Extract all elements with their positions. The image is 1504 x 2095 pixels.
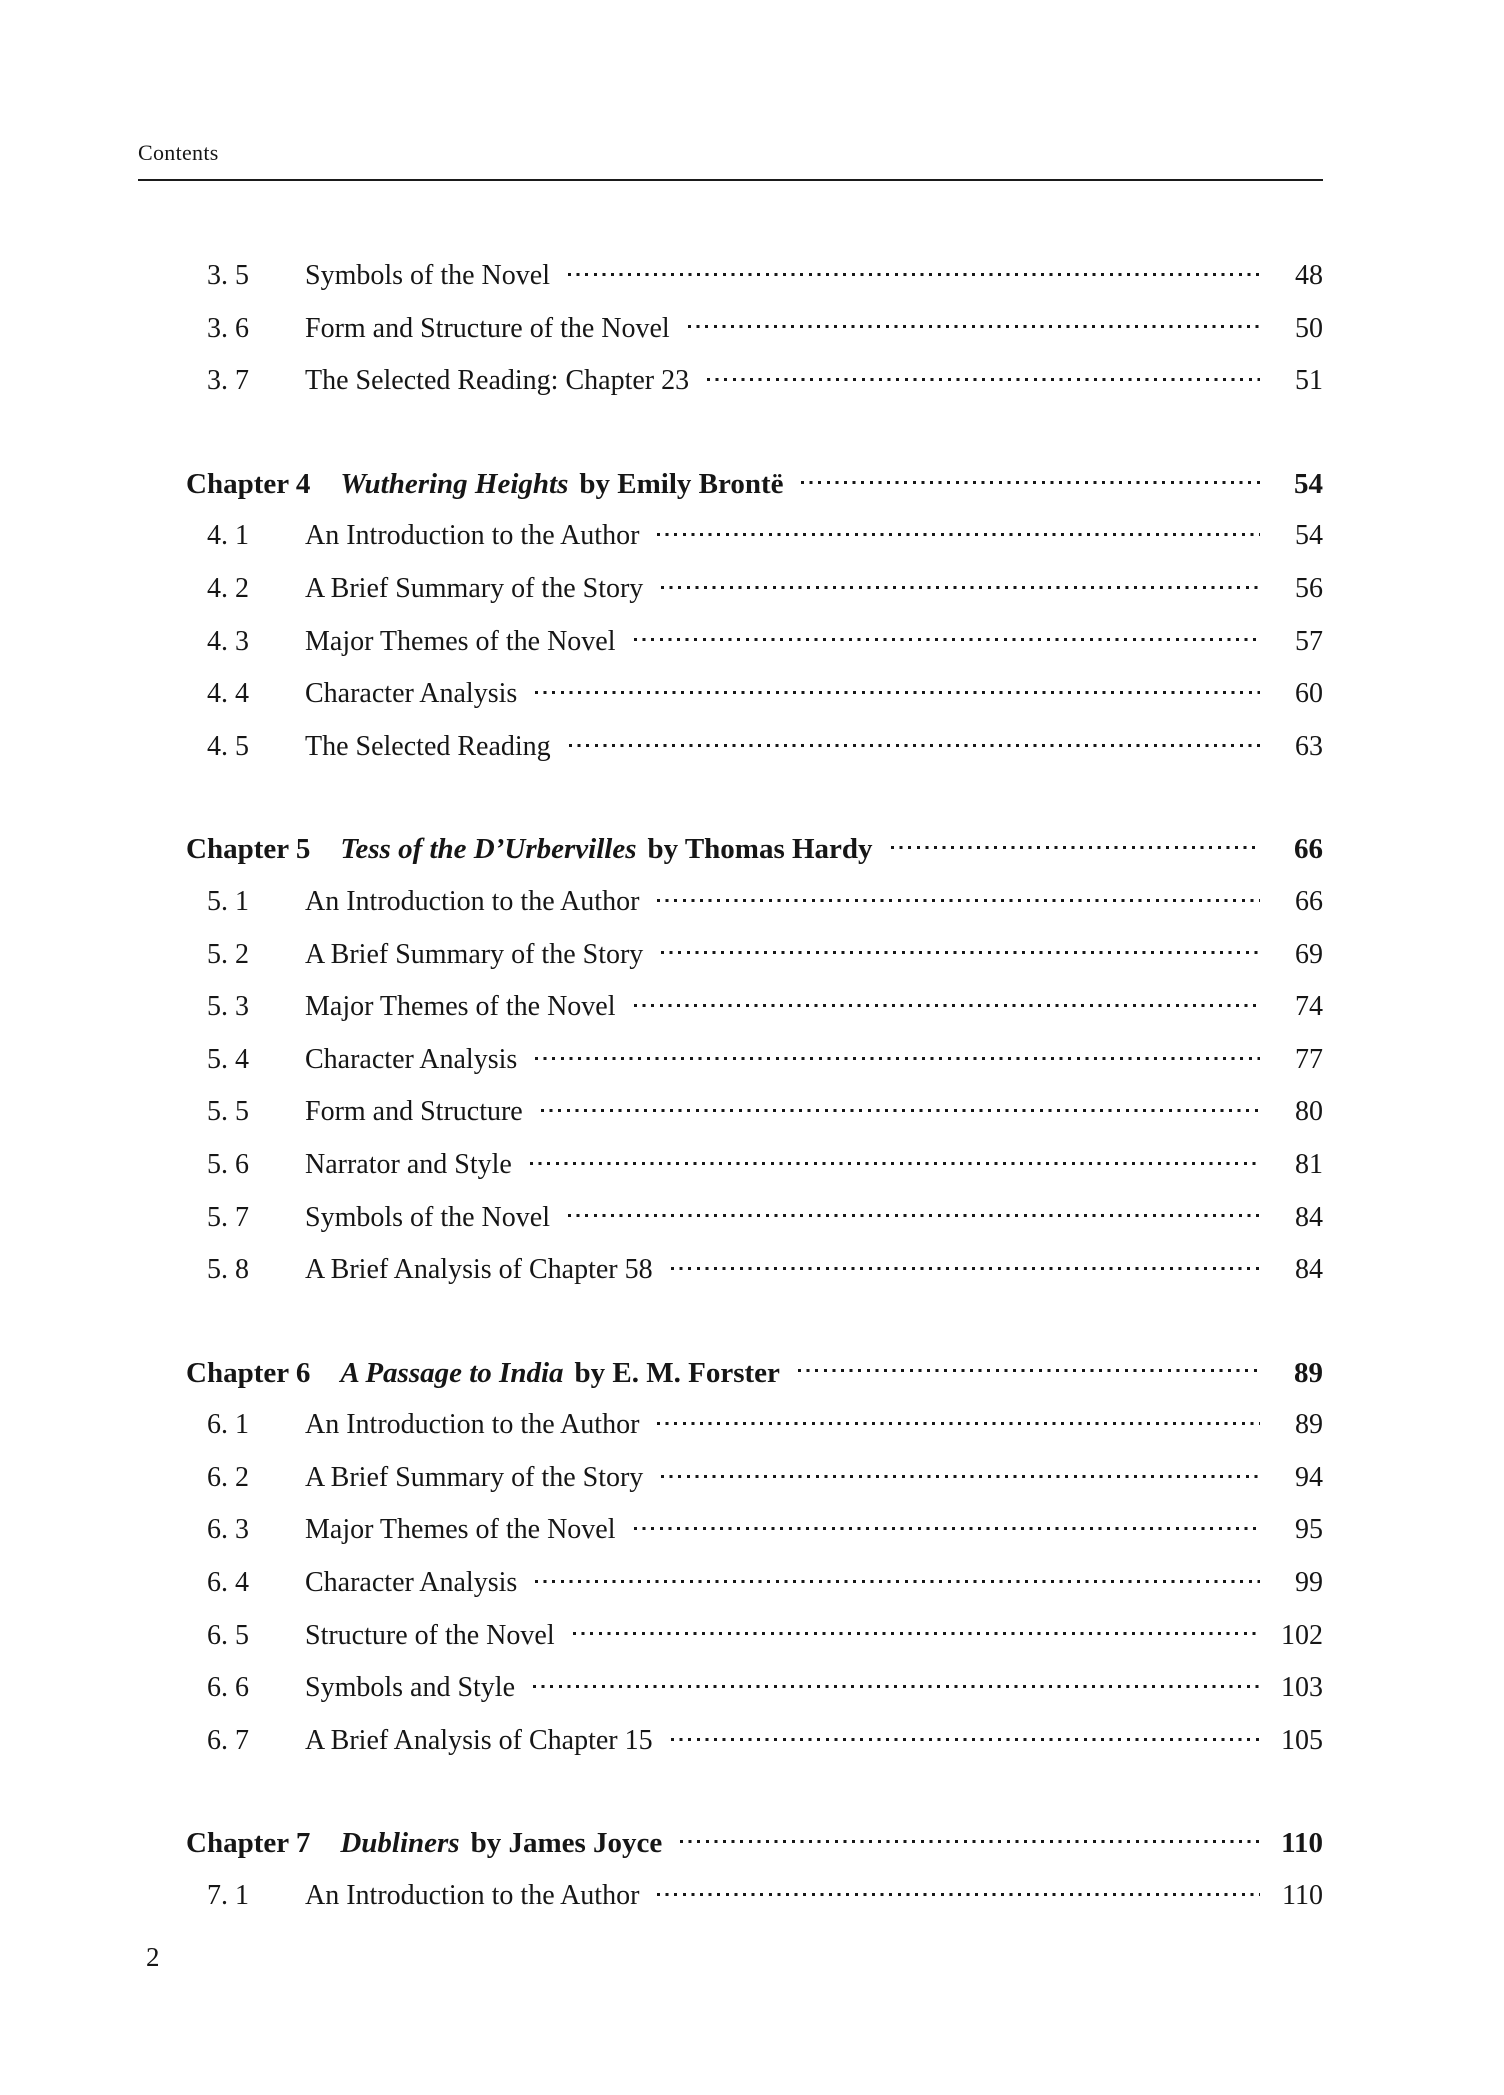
chapter-book-title: Wuthering Heights — [340, 467, 569, 500]
page-number: 48 — [1295, 260, 1323, 291]
page-number: 81 — [1295, 1148, 1323, 1180]
section-title: Major Themes of the Novel — [305, 1514, 616, 1546]
dot-leader — [661, 1475, 1260, 1478]
dot-leader — [798, 1369, 1260, 1372]
section-title: The Selected Reading — [305, 730, 551, 762]
page-number: 54 — [1294, 467, 1323, 500]
page-number: 66 — [1295, 885, 1323, 917]
dot-leader — [891, 846, 1260, 849]
section-title: A Brief Analysis of Chapter 58 — [305, 1254, 653, 1286]
dot-leader — [661, 586, 1260, 589]
dot-leader — [657, 1422, 1260, 1425]
dot-leader — [530, 1162, 1260, 1165]
toc-row — [138, 1557, 1323, 1610]
section-number: 4. 4 — [207, 678, 249, 710]
toc-row — [138, 510, 1323, 563]
section-number: 3. 7 — [207, 365, 249, 397]
page-number: 80 — [1295, 1096, 1323, 1128]
dot-leader — [671, 1738, 1260, 1741]
toc-row — [138, 1870, 1323, 1923]
toc-row — [138, 1452, 1323, 1505]
toc-row — [138, 981, 1323, 1034]
section-title: Symbols of the Novel — [305, 1201, 550, 1233]
chapter-book-title: A Passage to India — [340, 1356, 564, 1389]
section-title: A Brief Summary of the Story — [305, 1461, 644, 1493]
chapter-byline: by Thomas Hardy — [647, 833, 873, 866]
section-title: Symbols and Style — [305, 1672, 516, 1704]
page-number: 103 — [1281, 1672, 1323, 1704]
chapter-label: Chapter 4 — [186, 467, 311, 500]
section-title: Character Analysis — [305, 1567, 518, 1599]
section-title: Symbols of the Novel — [305, 260, 550, 291]
page-number: 74 — [1295, 991, 1323, 1023]
chapter-row — [138, 1817, 1323, 1870]
page-number: 57 — [1295, 625, 1323, 657]
page-number: 89 — [1294, 1356, 1323, 1389]
section-number: 5. 5 — [207, 1096, 249, 1128]
section-title: Form and Structure of the Novel — [305, 312, 670, 344]
section-number: 4. 3 — [207, 625, 249, 657]
section-title: The Selected Reading: Chapter 23 — [305, 365, 690, 397]
toc-row — [138, 721, 1323, 774]
section-title: Major Themes of the Novel — [305, 991, 616, 1023]
chapter-label: Chapter 7 — [186, 1827, 311, 1860]
page-number: 84 — [1295, 1201, 1323, 1233]
section-number: 5. 6 — [207, 1148, 249, 1180]
chapter-label: Chapter 6 — [186, 1356, 311, 1389]
page-number: 51 — [1295, 365, 1323, 397]
page-number: 110 — [1282, 1880, 1323, 1912]
section-title: Form and Structure — [305, 1096, 523, 1128]
page-number: 95 — [1295, 1514, 1323, 1546]
toc-row — [138, 303, 1323, 356]
page-number: 110 — [1281, 1827, 1323, 1860]
dot-leader — [680, 1840, 1260, 1843]
page-number: 105 — [1281, 1724, 1323, 1756]
section-title: A Brief Summary of the Story — [305, 938, 644, 970]
section-number: 5. 7 — [207, 1201, 249, 1233]
section-number: 4. 2 — [207, 572, 249, 604]
toc-row — [138, 1504, 1323, 1557]
toc-row — [138, 1244, 1323, 1297]
page-number: 50 — [1295, 312, 1323, 344]
chapter-label: Chapter 5 — [186, 833, 311, 866]
dot-leader — [541, 1109, 1260, 1112]
section-title: An Introduction to the Author — [305, 520, 640, 552]
toc-row — [138, 668, 1323, 721]
chapter-book-title: Tess of the D’Urbervilles — [340, 833, 637, 866]
section-title: An Introduction to the Author — [305, 1409, 640, 1441]
dot-leader — [535, 1580, 1260, 1583]
toc-row — [138, 1086, 1323, 1139]
chapter-byline: by James Joyce — [470, 1827, 663, 1860]
toc-row — [138, 876, 1323, 929]
toc-row — [138, 929, 1323, 982]
dot-leader — [573, 1632, 1260, 1635]
page-number: 94 — [1295, 1461, 1323, 1493]
chapter-byline: by E. M. Forster — [574, 1356, 780, 1389]
header-rule — [138, 179, 1323, 181]
toc-row — [138, 616, 1323, 669]
chapter-row — [138, 1347, 1323, 1400]
dot-leader — [661, 951, 1260, 954]
section-title: Structure of the Novel — [305, 1619, 555, 1651]
section-title: A Brief Analysis of Chapter 15 — [305, 1724, 653, 1756]
folio-page-number: 2 — [146, 1942, 160, 1972]
section-number: 3. 6 — [207, 312, 249, 344]
section-title: Narrator and Style — [305, 1148, 512, 1180]
dot-leader — [657, 1893, 1260, 1896]
section-number: 7. 1 — [207, 1880, 249, 1912]
dot-leader — [568, 1214, 1260, 1217]
toc-list — [138, 250, 1323, 1923]
toc-row — [138, 1034, 1323, 1087]
page-number: 99 — [1295, 1567, 1323, 1599]
toc-row — [138, 1662, 1323, 1715]
section-number: 6. 6 — [207, 1672, 249, 1704]
page-number: 66 — [1294, 833, 1323, 866]
page-number: 84 — [1295, 1254, 1323, 1286]
toc-row — [138, 250, 1323, 303]
dot-leader — [671, 1267, 1260, 1270]
section-number: 5. 8 — [207, 1254, 249, 1286]
dot-leader — [535, 691, 1260, 694]
section-title: A Brief Summary of the Story — [305, 572, 644, 604]
toc-row — [138, 355, 1323, 408]
chapter-book-title: Dubliners — [340, 1827, 460, 1860]
dot-leader — [533, 1685, 1260, 1688]
dot-leader — [707, 378, 1260, 381]
section-number: 6. 2 — [207, 1461, 249, 1493]
section-title: Major Themes of the Novel — [305, 625, 616, 657]
dot-leader — [657, 533, 1260, 536]
section-number: 5. 4 — [207, 1043, 249, 1075]
page-number: 63 — [1295, 730, 1323, 762]
dot-leader — [634, 638, 1260, 641]
toc-row — [138, 1399, 1323, 1452]
dot-leader — [634, 1004, 1260, 1007]
toc-row — [138, 1139, 1323, 1192]
section-number: 6. 4 — [207, 1567, 249, 1599]
dot-leader — [634, 1527, 1260, 1530]
toc-row — [138, 563, 1323, 616]
page-number: 54 — [1295, 520, 1323, 552]
section-number: 3. 5 — [207, 260, 249, 291]
section-number: 5. 1 — [207, 885, 249, 917]
section-number: 4. 1 — [207, 520, 249, 552]
section-title: An Introduction to the Author — [305, 885, 640, 917]
dot-leader — [569, 744, 1260, 747]
page-number: 77 — [1295, 1043, 1323, 1075]
section-number: 6. 3 — [207, 1514, 249, 1546]
page-number: 69 — [1295, 938, 1323, 970]
dot-leader — [688, 325, 1260, 328]
chapter-row — [138, 823, 1323, 876]
page-number: 89 — [1295, 1409, 1323, 1441]
section-title: An Introduction to the Author — [305, 1880, 640, 1912]
page-number: 56 — [1295, 572, 1323, 604]
page-number: 60 — [1295, 678, 1323, 710]
section-number: 6. 7 — [207, 1724, 249, 1756]
dot-leader — [801, 481, 1260, 484]
chapter-row — [138, 458, 1323, 511]
toc-row — [138, 1715, 1323, 1768]
section-title: Character Analysis — [305, 1043, 518, 1075]
section-title: Character Analysis — [305, 678, 518, 710]
section-number: 6. 5 — [207, 1619, 249, 1651]
section-number: 6. 1 — [207, 1409, 249, 1441]
chapter-byline: by Emily Brontë — [579, 467, 784, 500]
running-head: Contents — [138, 140, 219, 165]
dot-leader — [568, 273, 1260, 276]
section-number: 4. 5 — [207, 730, 249, 762]
page-content — [138, 141, 1323, 1923]
toc-row — [138, 1192, 1323, 1245]
section-number: 5. 2 — [207, 938, 249, 970]
dot-leader — [657, 899, 1260, 902]
dot-leader — [535, 1057, 1260, 1060]
toc-row — [138, 1610, 1323, 1663]
section-number: 5. 3 — [207, 991, 249, 1023]
page-number: 102 — [1281, 1619, 1323, 1651]
